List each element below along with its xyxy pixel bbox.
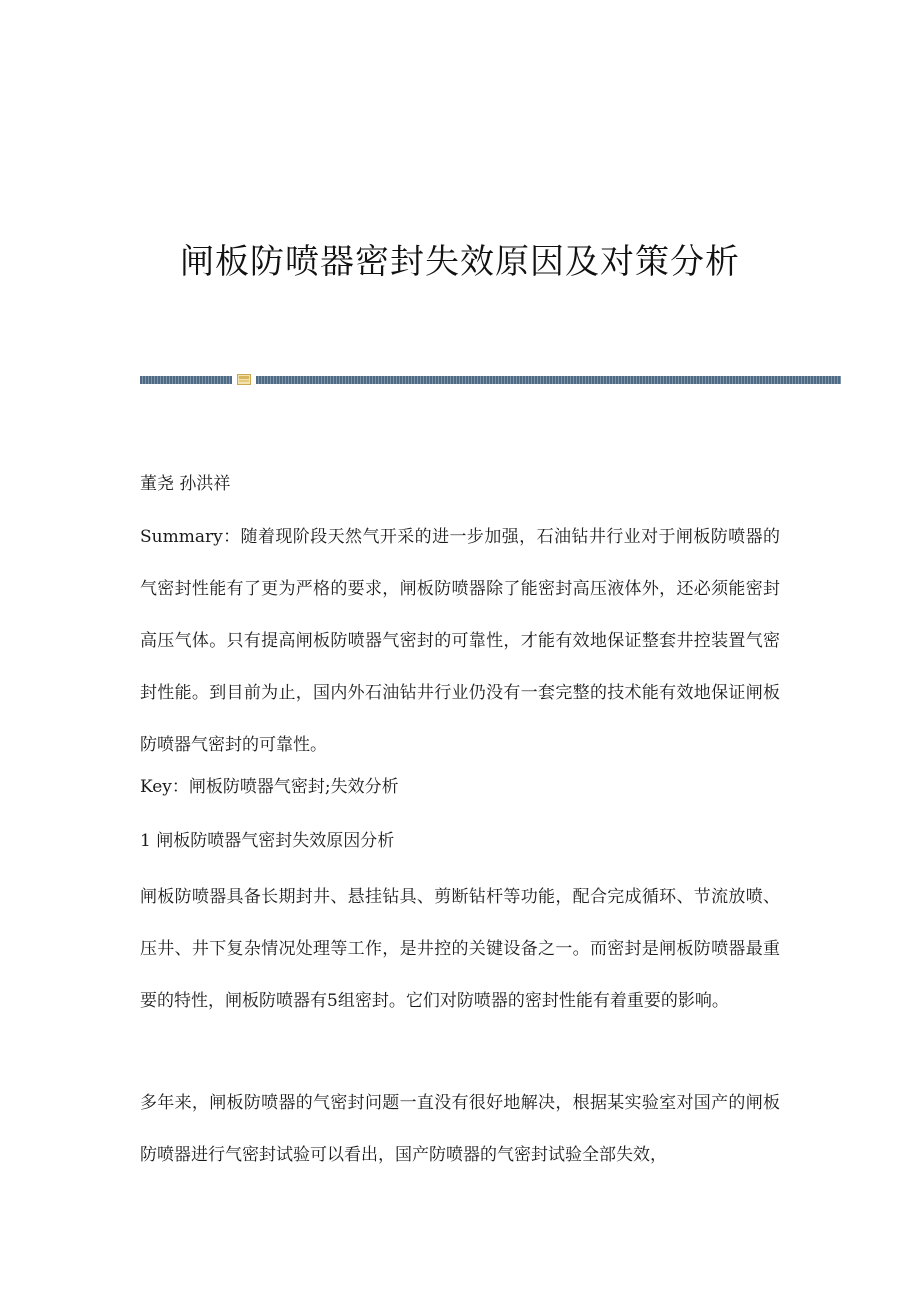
page-title: 闸板防喷器密封失效原因及对策分析 [180, 241, 740, 282]
body-paragraph: 闸板防喷器具备长期封井、悬挂钻具、剪断钻杆等功能，配合完成循环、节流放喷、压井、井下复杂情况处理等工作，是井控的关键设备之一。而密封是闸板防喷器最重要的特性，闸板防喷器有5组密封。它们对防喷器的密封性能有着重要的影响。 [140, 887, 780, 1011]
authors: 董尧 孙洪祥 [140, 474, 231, 494]
section-heading: 1 闸板防喷器气密封失效原因分析 [140, 831, 395, 851]
title-divider [140, 376, 841, 384]
summary-paragraph: Summary：随着现阶段天然气开采的进一步加强，石油钻井行业对于闸板防喷器的气密封性能有了更为严格的要求，闸板防喷器除了能密封高压液体外，还必须能密封高压气体。只有提高闸板防喷器气密封的可靠性，才能有效地保证整套井控装置气密封性能。到目前为止，国内外石油钻井行业仍没有一套完整的技术能有效地保证闸板防喷器气密封的可靠性。 [140, 527, 780, 755]
keywords: Key：闸板防喷器气密封;失效分析 [140, 777, 399, 797]
divider-bar-left [140, 376, 232, 384]
divider-ornament-icon [237, 374, 251, 385]
body-paragraph: 多年来，闸板防喷器的气密封问题一直没有很好地解决，根据某实验室对国产的闸板防喷器进行气密封试验可以看出，国产防喷器的气密封试验全部失效， [140, 1093, 780, 1165]
divider-bar-right [256, 376, 841, 384]
